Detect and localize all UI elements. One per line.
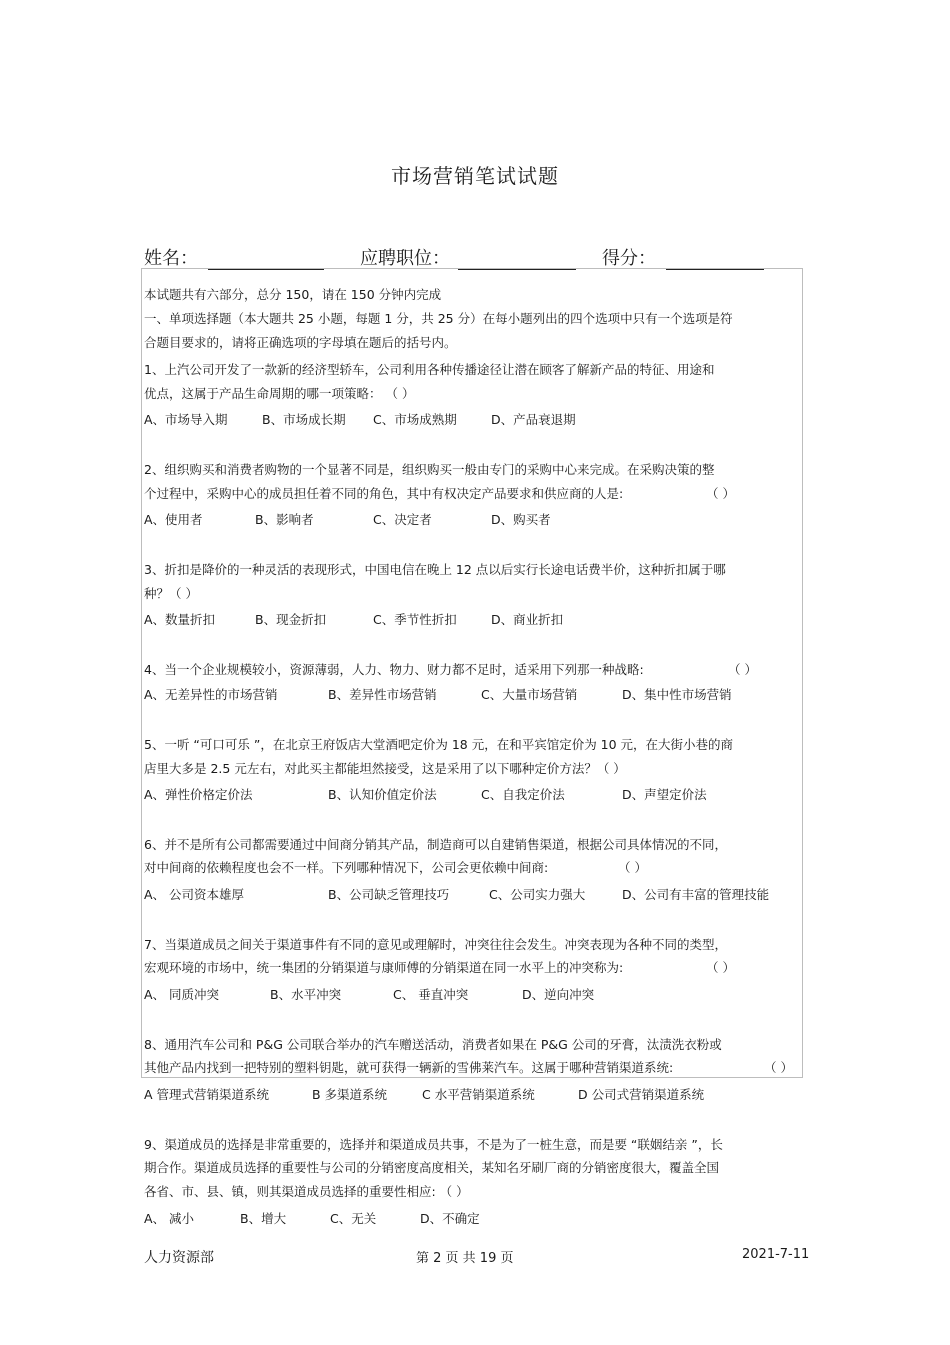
question-6-option-d[interactable]: D、公司有丰富的管理技能	[622, 887, 770, 902]
question-3-option-c[interactable]: C、季节性折扣	[373, 612, 457, 627]
section1-line1: 一、单项选择题（本大题共 25 小题，每题 1 分，共 25 分）在每小题列出的四个选项中只有一个选项是符	[144, 311, 733, 326]
question-7-option-b[interactable]: B、水平冲突	[270, 987, 342, 1002]
name-label: 姓名：	[144, 248, 198, 269]
question-5-line-2: 店里大多是 2.5 元左右，对此买主都能坦然接受，这是采用了以下哪种定价方法？（ ）	[144, 761, 626, 776]
question-7-option-c[interactable]: C、 垂直冲突	[393, 987, 469, 1002]
question-4-option-a[interactable]: A、无差异性的市场营销	[144, 687, 278, 702]
score-blank[interactable]	[666, 249, 764, 270]
score-label: 得分：	[602, 248, 656, 269]
score-field-group	[602, 244, 764, 270]
question-2-option-c[interactable]: C、决定者	[373, 512, 432, 527]
section1-line2: 合题目要求的，请将正确选项的字母填在题后的括号内。	[144, 335, 457, 350]
question-4-option-c[interactable]: C、大量市场营销	[481, 687, 578, 702]
question-5-option-a[interactable]: A、弹性价格定价法	[144, 787, 253, 802]
footer-department: 人力资源部	[144, 1250, 214, 1266]
question-6-line-1: 6、并不是所有公司都需要通过中间商分销其产品，制造商可以自建销售渠道，根据公司具体情况的不同，	[144, 837, 727, 852]
question-5-option-b[interactable]: B、认知价值定价法	[328, 787, 437, 802]
question-3-option-a[interactable]: A、数量折扣	[144, 612, 216, 627]
question-6-answer-paren[interactable]: （ ）	[618, 860, 647, 875]
page-title: 市场营销笔试试题	[391, 164, 559, 188]
question-2-option-d[interactable]: D、购买者	[491, 512, 551, 527]
question-8-line-1: 8、通用汽车公司和 P&G 公司联合举办的汽车赠送活动，消费者如果在 P&G 公司的牙膏，汰渍洗衣粉或	[144, 1037, 722, 1052]
question-7-option-d[interactable]: D、逆向冲突	[522, 987, 595, 1002]
question-1-line-2: 优点，这属于产品生命周期的哪一项策略： （ ）	[144, 386, 415, 401]
question-6-line-2: 对中间商的依赖程度也会不一样。下列哪种情况下，公司会更依赖中间商:	[144, 860, 549, 875]
question-1-option-a[interactable]: A、市场导入期	[144, 412, 228, 427]
question-2-line-2: 个过程中，采购中心的成员担任着不同的角色，其中有权决定产品要求和供应商的人是:	[144, 486, 624, 501]
question-8-option-c[interactable]: C 水平营销渠道系统	[422, 1087, 535, 1102]
question-1-option-c[interactable]: C、市场成熟期	[373, 412, 457, 427]
intro-text: 本试题共有六部分，总分 150，请在 150 分钟内完成	[144, 287, 442, 302]
question-9-option-d[interactable]: D、不确定	[420, 1211, 480, 1226]
name-blank[interactable]	[208, 249, 324, 270]
question-2-option-a[interactable]: A、使用者	[144, 512, 203, 527]
question-9-option-b[interactable]: B、增大	[240, 1211, 287, 1226]
question-7-line-1: 7、当渠道成员之间关于渠道事件有不同的意见或理解时，冲突往往会发生。冲突表现为各种不同的类型，	[144, 937, 727, 952]
question-3-line-2: 种？（ ）	[144, 586, 198, 601]
position-blank[interactable]	[458, 249, 576, 270]
question-9-option-a[interactable]: A、 减小	[144, 1211, 195, 1226]
question-8-answer-paren[interactable]: （ ）	[764, 1060, 793, 1075]
question-6-option-a[interactable]: A、 公司资本雄厚	[144, 887, 245, 902]
question-5-line-1: 5、一听 “可口可乐 ”，在北京王府饭店大堂酒吧定价为 18 元，在和平宾馆定价为 10 元，在大街小巷的商	[144, 737, 734, 752]
question-7-answer-paren[interactable]: （ ）	[706, 960, 735, 975]
question-9-line-2: 期合作。渠道成员选择的重要性与公司的分销密度高度相关，某知名牙刷厂商的分销密度很大，覆盖全国	[144, 1160, 720, 1175]
question-7-option-a[interactable]: A、 同质冲突	[144, 987, 220, 1002]
footer-date: 2021-7-11	[742, 1247, 810, 1262]
question-1-line-1: 1、上汽公司开发了一款新的经济型轿车，公司利用各种传播途径让潜在顾客了解新产品的特征、用途和	[144, 362, 715, 377]
question-2-line-1: 2、组织购买和消费者购物的一个显著不同是，组织购买一般由专门的采购中心来完成。在采购决策的整	[144, 462, 715, 477]
question-8-option-d[interactable]: D 公司式营销渠道系统	[578, 1087, 705, 1102]
question-8-line-2: 其他产品内找到一把特别的塑料钥匙，就可获得一辆新的雪佛莱汽车。这属于哪种营销渠道系统:	[144, 1060, 674, 1075]
question-3-option-d[interactable]: D、商业折扣	[491, 612, 564, 627]
question-9-option-c[interactable]: C、无关	[330, 1211, 377, 1226]
question-2-answer-paren[interactable]: （ ）	[706, 486, 735, 501]
position-field-group	[360, 244, 576, 270]
position-label: 应聘职位：	[360, 248, 450, 269]
question-7-line-2: 宏观环境的市场中，统一集团的分销渠道与康师傅的分销渠道在同一水平上的冲突称为:	[144, 960, 624, 975]
question-5-option-c[interactable]: C、自我定价法	[481, 787, 565, 802]
question-5-option-d[interactable]: D、声望定价法	[622, 787, 707, 802]
question-9-line-3: 各省、市、县、镇，则其渠道成员选择的重要性相应: （ ）	[144, 1184, 469, 1199]
question-8-option-b[interactable]: B 多渠道系统	[312, 1087, 388, 1102]
footer-page-number: 第 2 页 共 19 页	[416, 1251, 514, 1266]
question-4-option-d[interactable]: D、集中性市场营销	[622, 687, 732, 702]
question-3-line-1: 3、折扣是降价的一种灵活的表现形式，中国电信在晚上 12 点以后实行长途电话费半价，这种折扣属于哪	[144, 562, 726, 577]
question-9-line-1: 9、渠道成员的选择是非常重要的，选择并和渠道成员共事，不是为了一桩生意，而是要 “联姻结亲 ”，长	[144, 1137, 723, 1152]
question-6-option-c[interactable]: C、公司实力强大	[489, 887, 586, 902]
question-6-option-b[interactable]: B、公司缺乏管理技巧	[328, 887, 450, 902]
question-3-option-b[interactable]: B、现金折扣	[255, 612, 327, 627]
name-field-group	[144, 244, 324, 270]
question-8-option-a[interactable]: A 管理式营销渠道系统	[144, 1087, 270, 1102]
question-1-option-b[interactable]: B、市场成长期	[262, 412, 346, 427]
question-2-option-b[interactable]: B、影响者	[255, 512, 314, 527]
question-4-line-1: 4、当一个企业规模较小，资源薄弱，人力、物力、财力都不足时，适采用下列那一种战略:	[144, 662, 644, 677]
question-1-option-d[interactable]: D、产品衰退期	[491, 412, 576, 427]
question-4-option-b[interactable]: B、差异性市场营销	[328, 687, 437, 702]
question-4-answer-paren[interactable]: （ ）	[728, 662, 757, 677]
